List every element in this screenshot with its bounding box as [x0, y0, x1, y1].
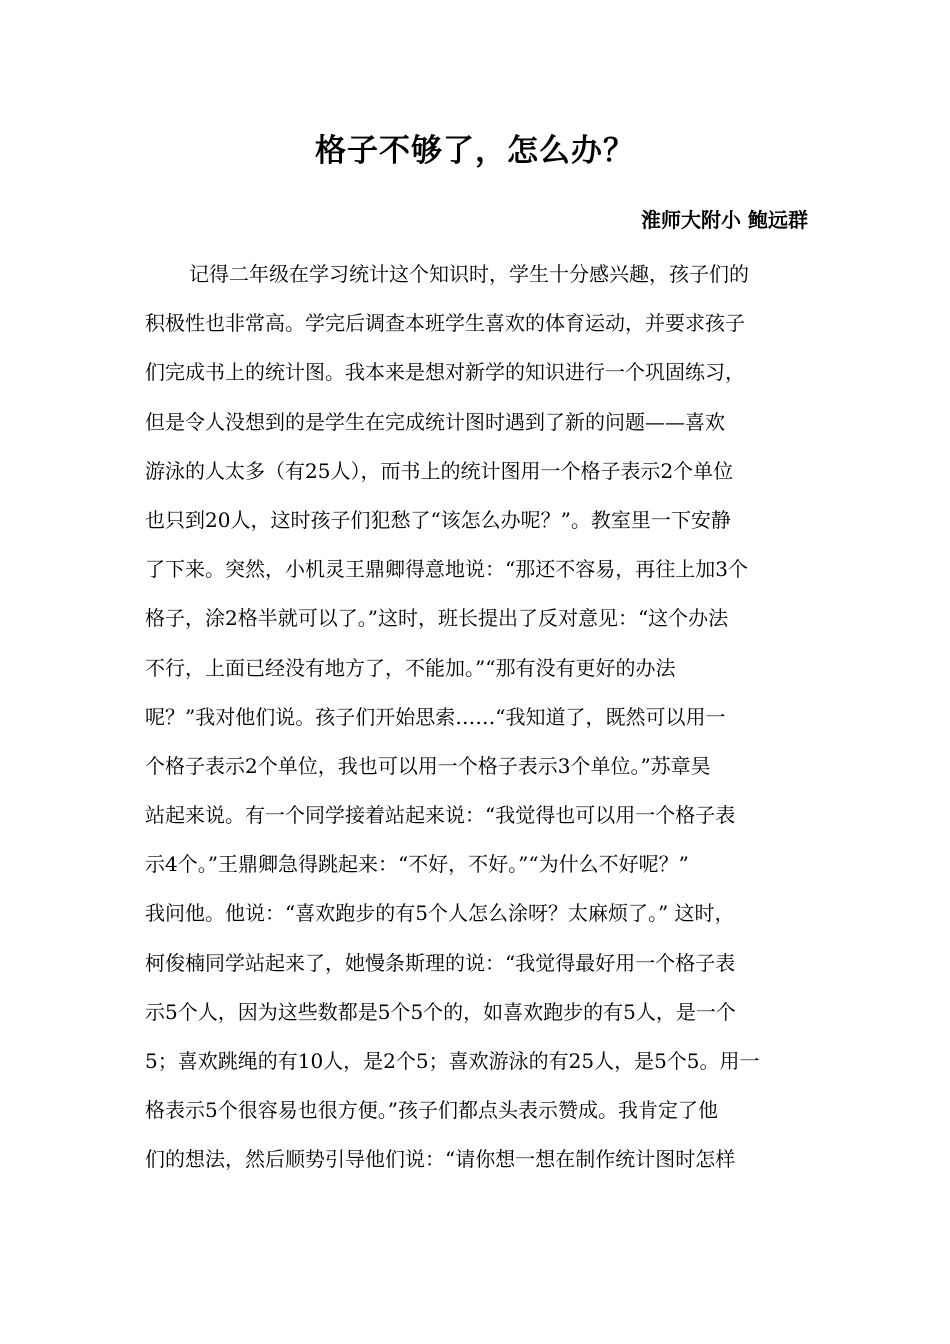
text-line: 格子，涂2格半就可以了。”这时，班长提出了反对意见：“这个办法 [145, 606, 729, 631]
text-line: 个格子表示2个单位，我也可以用一个格子表示3个单位。”苏章昊 [145, 753, 711, 778]
text-line: 柯俊楠同学站起来了，她慢条斯理的说：“我觉得最好用一个格子表 [145, 950, 736, 975]
text-line: 示5个人，因为这些数都是5个5个的，如喜欢跑步的有5人，是一个 [145, 999, 736, 1024]
text-line: 游泳的人太多（有25人），而书上的统计图用一个格子表示2个单位 [145, 458, 734, 483]
text-line: 呢？”我对他们说。孩子们开始思索……“我知道了，既然可以用一 [145, 704, 726, 729]
text-line: 了下来。突然，小机灵王鼎卿得意地说：“那还不容易，再往上加3个 [145, 557, 748, 582]
text-line: 示4个。”王鼎卿急得跳起来：“不好，不好。”“为什么不好呢？” [145, 852, 689, 877]
text-line: 5；喜欢跳绳的有10人，是2个5；喜欢游泳的有25人，是5个5。用一 [145, 1049, 760, 1073]
text-line: 积极性也非常高。学完后调查本班学生喜欢的体育运动，并要求孩子 [145, 311, 745, 336]
page-title: 格子不够了，怎么办？ [315, 133, 635, 169]
author-line: 淮师大附小 鲍远群 [641, 208, 808, 232]
text-line: 们的想法，然后顺势引导他们说：“请你想一想在制作统计图时怎样 [145, 1147, 736, 1172]
text-line: 我问他。他说：“喜欢跑步的有5个人怎么涂呀？太麻烦了。” 这时， [145, 901, 735, 926]
text-line: 们完成书上的统计图。我本来是想对新学的知识进行一个巩固练习， [145, 360, 745, 385]
text-line: 记得二年级在学习统计这个知识时，学生十分感兴趣，孩子们的 [189, 262, 749, 286]
text-line: 不行，上面已经没有地方了，不能加。”“那有没有更好的办法 [145, 655, 676, 680]
text-line: 站起来说。有一个同学接着站起来说：“我觉得也可以用一个格子表 [145, 803, 736, 828]
text-line: 格表示5个很容易也很方便。”孩子们都点头表示赞成。我肯定了他 [145, 1098, 718, 1123]
article-body [145, 250, 825, 1185]
text-line: 也只到20人，这时孩子们犯愁了“该怎么办呢？”。教室里一下安静 [145, 507, 731, 532]
text-line: 但是令人没想到的是学生在完成统计图时遇到了新的问题——喜欢 [145, 409, 725, 434]
